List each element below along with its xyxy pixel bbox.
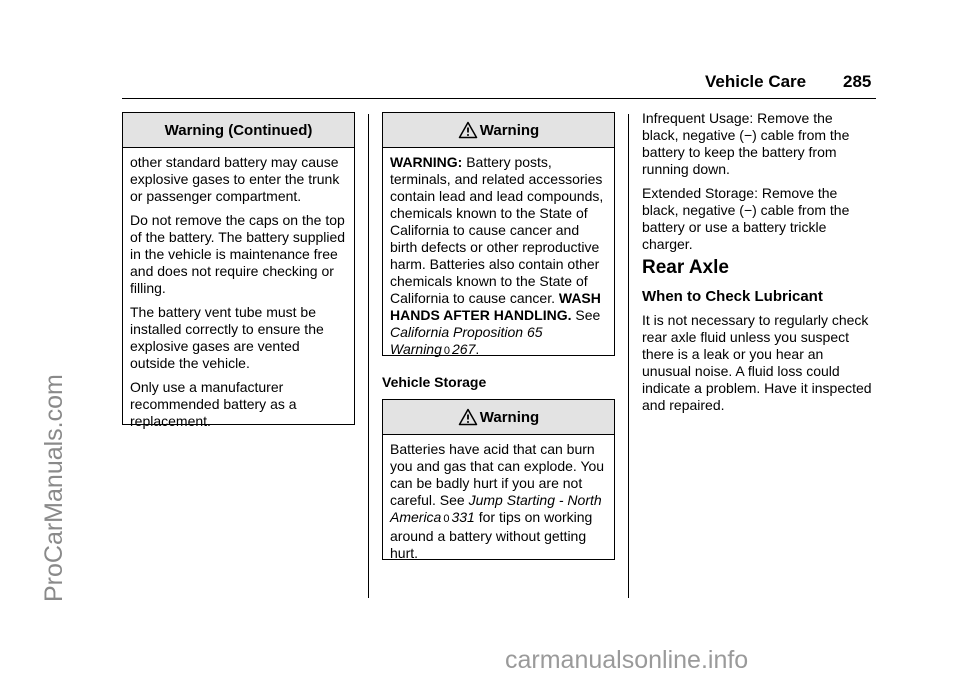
infrequent-usage-paragraph: Infrequent Usage: Remove the black, negative (−) cable from the battery to keep the battery from running down. xyxy=(642,110,850,177)
extended-storage-paragraph: Extended Storage: Remove the black, negative (−) cable from the battery or use a battery trickle charger. xyxy=(642,185,850,252)
storage-instructions xyxy=(642,110,872,260)
warning-continued-title: Warning (Continued) xyxy=(123,113,354,148)
warning-continued-box xyxy=(122,112,355,429)
check-lubricant-heading: When to Check Lubricant xyxy=(642,288,823,305)
header-rule xyxy=(122,98,876,99)
jump-starting-reference-link[interactable]: Jump Starting - North America xyxy=(390,492,602,525)
warning-continued-body xyxy=(123,148,354,436)
battery-acid-warning-text: Batteries have acid that can burn you and gas that can explode. You can be badly hurt if you are not careful. See xyxy=(390,441,605,508)
battery-acid-warning-box xyxy=(382,399,615,560)
prop65-reference-page[interactable]: 267 xyxy=(452,341,476,357)
warning-paragraph: Only use a manufacturer recommended battery as a replacement. xyxy=(130,379,297,429)
side-watermark: ProCarManuals.com xyxy=(40,374,68,602)
jump-starting-reference-page[interactable]: 331 xyxy=(451,509,475,525)
prop65-warning-body xyxy=(383,148,614,366)
warning-label: WARNING: xyxy=(390,154,463,170)
page-number: 285 xyxy=(843,72,872,91)
page-reference-icon: 0 xyxy=(443,345,451,357)
rear-axle-heading: Rear Axle xyxy=(642,257,729,278)
warning-triangle-icon xyxy=(458,408,478,426)
warning-triangle-icon xyxy=(458,121,478,139)
wash-hands-text: WASH HANDS AFTER HANDLING. xyxy=(390,290,601,323)
battery-acid-warning-body xyxy=(383,435,614,568)
sentence-end: . xyxy=(475,341,480,357)
page-header-title: Vehicle Care xyxy=(705,72,807,91)
column-divider-left xyxy=(368,114,369,598)
prop65-warning-box xyxy=(382,112,615,356)
warning-paragraph: The battery vent tube must be installed correctly to ensure the explosive gases are vented outside the vehicle. xyxy=(130,304,324,371)
prop65-warning-header xyxy=(383,113,614,148)
battery-acid-warning-title: Warning xyxy=(479,408,540,426)
vehicle-storage-heading: Vehicle Storage xyxy=(382,374,487,390)
prop65-warning-text: Battery posts, terminals, and related accessories contain lead and lead compounds, chemicals known to the State of California to cause cancer and birth defects or other reproductive harm. Batteries also contain other chemicals known to the State of California to cause cancer. xyxy=(390,154,604,306)
column-divider-right xyxy=(628,114,629,598)
see-text: See xyxy=(575,307,601,323)
warning-paragraph: Do not remove the caps on the top of the battery. The battery supplied in the vehicle is maintenance free and does not require checking or filling. xyxy=(130,212,346,296)
battery-acid-warning-header xyxy=(383,400,614,435)
prop65-warning-title: Warning xyxy=(479,121,540,139)
warning-paragraph: other standard battery may cause explosive gases to enter the trunk or passenger compartment. xyxy=(130,154,340,204)
rear-axle-paragraph: It is not necessary to regularly check rear axle fluid unless you suspect there is a leak or you hear an unusual noise. A fluid loss could indicate a problem. Have it inspected and repaired. xyxy=(642,312,872,413)
footer-watermark: carmanualsonline.info xyxy=(505,646,749,674)
battery-acid-warning-text-after: for tips on working around a battery without getting hurt. xyxy=(390,509,593,561)
prop65-reference-link[interactable]: California Proposition 65 Warning xyxy=(390,324,543,357)
page-reference-icon: 0 xyxy=(443,513,450,525)
